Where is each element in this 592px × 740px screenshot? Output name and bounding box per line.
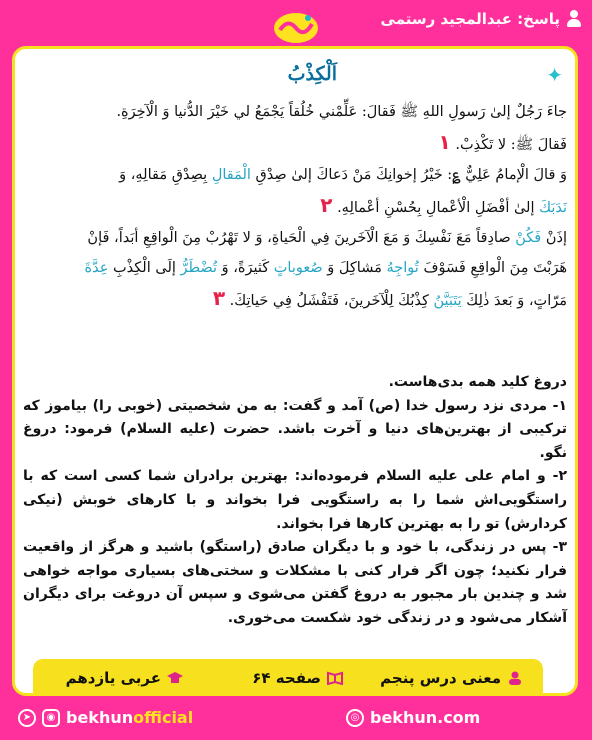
arabic-line-4b: إلىٰ أفْضَلِ الْأعْمالِ بِحُسْنِ أعْمالِهِ. bbox=[337, 200, 535, 216]
translation-2: ۲- و امام علی علیه السلام فرموده‌اند: بهترین برادران شما کسی است که با راستگویی‌اش شما را به راستگویی فرا بخواند و با کارهای خوبش (نیکی کردارش) تو را به بهترین کارها فرا بخواند. bbox=[23, 468, 567, 532]
arabic-line-2-text: فَقالَ ﷺ: لا تَكْذِبْ. bbox=[455, 137, 567, 153]
arabic-text bbox=[23, 97, 567, 316]
footer-page-text: صفحه ۶۴ bbox=[252, 669, 321, 687]
number-3: ۳ bbox=[212, 286, 226, 310]
social-handle[interactable] bbox=[18, 708, 193, 727]
number-1: ۱ bbox=[438, 130, 451, 154]
handle-main: bekhun bbox=[66, 708, 134, 727]
translation-1: ۱- مردی نزد رسول خدا (ص) آمد و گفت: به من شخصیتی (خوبی را) بیاموز که ترکیبی از بهترین‌های دنیا و آخرت باشد. حضرت (علیه السلام) فرمود: دروغ نگو. bbox=[23, 397, 567, 461]
user-icon bbox=[566, 10, 582, 28]
arabic-line-5c: صادِقاً مَعَ نَفْسِكَ وَ مَعَ الْآخَرينَ فِي الْحَياةِ، وَ لا تَهْرُبْ مِنَ الْواقِعِ أبَداً، فَإنْ bbox=[87, 230, 511, 246]
footer-subject-text: عربی یازدهم bbox=[65, 669, 161, 687]
header bbox=[0, 6, 592, 36]
arabic-line-5a: إذَنْ bbox=[545, 230, 567, 246]
persian-translation bbox=[23, 371, 567, 631]
translation-3: ۳- پس در زندگی، با خود و با دیگران صادق (راستگو) باشید و هرگز از واقعیت فرار نکنید؛ چون اگر فرار کنی با مشکلات و سختی‌های بسیاری مواجه خواهی شد و چندین بار مجبور به دروغ گفتن می‌شوی و سپس آن دروغت برای دیگران آشکار می‌شود و در زندگی خود شکست می‌خوری. bbox=[23, 539, 567, 626]
bekhun-logo bbox=[268, 6, 324, 50]
footer-lesson bbox=[380, 669, 523, 687]
arabic-highlight: يَتَبَيَّنُ bbox=[433, 293, 462, 309]
arabic-line-6a: هَرَبْتَ مِنَ الْواقِعِ فَسَوْفَ bbox=[423, 260, 567, 276]
footer-subject bbox=[66, 669, 183, 687]
sparkle-icon: ✦ bbox=[546, 63, 563, 87]
bottom-bar bbox=[0, 704, 592, 734]
book-icon bbox=[327, 671, 343, 685]
arabic-line-6g: إلَى الْكِذْبِ bbox=[113, 260, 176, 276]
arabic-highlight: نَدَبَكَ bbox=[539, 200, 567, 216]
arabic-highlight: الْمَقالِ bbox=[211, 167, 251, 183]
number-2: ۲ bbox=[320, 193, 333, 217]
arabic-line-3c: بِصِدْقِ مَقالِهِ، وَ bbox=[119, 167, 208, 183]
graduation-cap-icon bbox=[167, 671, 183, 685]
title-bar bbox=[23, 61, 567, 91]
answer-label bbox=[381, 10, 582, 28]
arabic-highlight: عِدَّةَ bbox=[84, 260, 109, 276]
answer-text: پاسخ: عبدالمجید رستمی bbox=[380, 10, 560, 28]
arabic-line-7a: مَرّاتٍ، وَ بَعدَ ذٰلِكَ bbox=[466, 293, 567, 309]
arabic-line-1: جاءَ رَجُلٌ إلىٰ رَسولِ اللهِ ﷺ فَقالَ: عَلِّمْني خُلُقاً يَجْمَعُ لي خَيْرَ الدُّنيا وَ الْآخِرَةِ. bbox=[116, 104, 567, 120]
footer-lesson-text: معنی درس پنجم bbox=[380, 669, 501, 687]
arabic-highlight: فَكُنْ bbox=[515, 230, 542, 246]
arabic-highlight: صُعوباتٍ bbox=[273, 260, 323, 276]
arabic-line-7c: كِذْبُكَ لِلْآخَرينَ، فَتَفْشَلُ فِي حَياتِكَ. bbox=[229, 293, 429, 309]
arabic-highlight: تُواجِهُ bbox=[386, 260, 419, 276]
arabic-line-3 bbox=[23, 160, 567, 190]
arabic-line-6c: مَشاكِلَ وَ bbox=[327, 260, 382, 276]
telegram-icon: ➤ bbox=[18, 709, 36, 727]
arabic-line-2 bbox=[23, 127, 567, 160]
arabic-highlight: تُضْطَرُّ bbox=[180, 260, 218, 276]
translation-intro: دروغ کلید همه بدی‌هاست. bbox=[388, 374, 567, 390]
arabic-line-3a: وَ قالَ الْإمامُ عَلِيٌّ ؏: خَيْرُ إخوانِكَ مَنْ دَعاكَ إلىٰ صِدْقِ bbox=[255, 167, 567, 183]
student-icon bbox=[507, 671, 523, 685]
footer-bar bbox=[33, 659, 543, 696]
arabic-line-6 bbox=[23, 253, 567, 283]
website-text: bekhun.com bbox=[370, 708, 481, 727]
arabic-line-4 bbox=[23, 190, 567, 223]
arabic-line-7 bbox=[23, 283, 567, 316]
arabic-line-6e: كَثيرَةً، وَ bbox=[221, 260, 270, 276]
instagram-icon: ◉ bbox=[42, 709, 60, 727]
globe-icon: ◎ bbox=[346, 709, 364, 727]
website-link[interactable] bbox=[346, 708, 480, 727]
lesson-title: اَلْكِذْبُ bbox=[287, 63, 337, 85]
content-card bbox=[12, 46, 578, 696]
arabic-line-5 bbox=[23, 223, 567, 253]
footer-page bbox=[252, 669, 343, 687]
handle-accent: official bbox=[133, 708, 194, 727]
